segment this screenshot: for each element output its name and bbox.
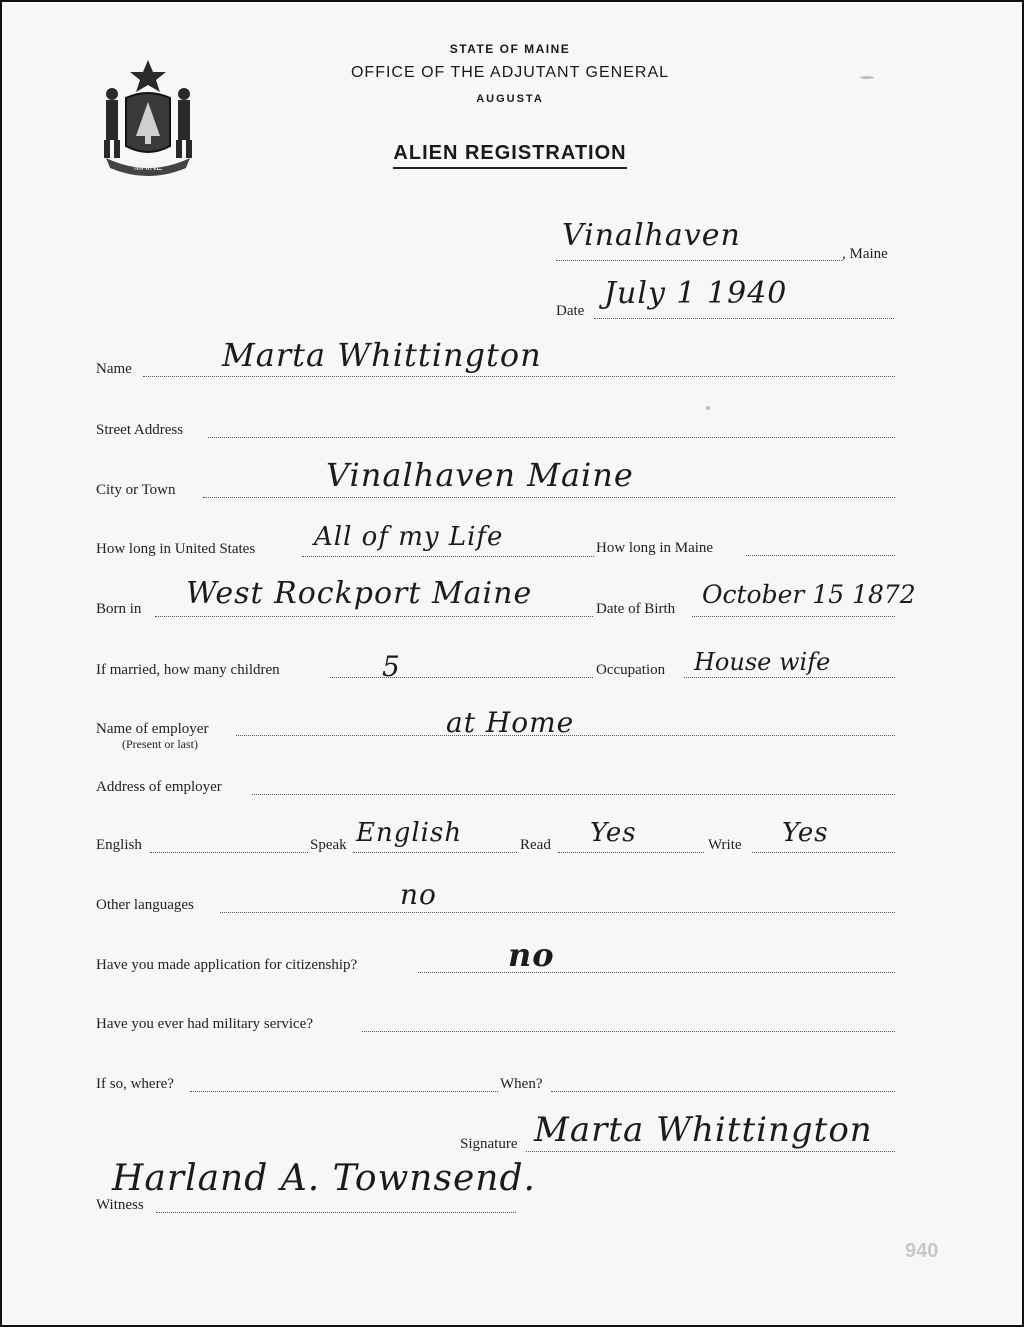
signature-label: Signature: [460, 1136, 518, 1152]
town-value: Vinalhaven: [562, 218, 741, 253]
street-label: Street Address: [96, 422, 184, 438]
born-in-value: West Rockport Maine: [186, 576, 533, 611]
other-languages-value: no: [400, 878, 437, 911]
where-label: If so, where?: [96, 1076, 174, 1092]
date-stamp: 940: [905, 1240, 939, 1262]
city-value: Vinalhaven Maine: [326, 456, 634, 494]
military-label: Have you ever had military service?: [96, 1016, 313, 1032]
how-long-us-label: How long in United States: [96, 541, 256, 557]
read-label: Read: [520, 837, 551, 853]
english-label: English: [96, 837, 142, 853]
city-heading: AUGUSTA: [476, 93, 544, 105]
employer-sublabel: (Present or last): [122, 737, 198, 751]
occupation-label: Occupation: [596, 662, 666, 678]
children-value: 5: [382, 650, 401, 683]
date-label: Date: [556, 303, 585, 319]
witness-value: Harland A. Townsend.: [112, 1158, 536, 1199]
when-label: When?: [500, 1076, 543, 1092]
write-value: Yes: [782, 818, 829, 848]
born-in-label: Born in: [96, 601, 142, 617]
speak-value: English: [356, 818, 463, 848]
witness-label: Witness: [96, 1197, 144, 1213]
how-long-maine-label: How long in Maine: [596, 540, 714, 556]
employer-address-label: Address of employer: [96, 779, 222, 795]
signature-value: Marta Whittington: [534, 1110, 873, 1150]
ink-mark: [860, 76, 874, 79]
dob-label: Date of Birth: [596, 601, 676, 617]
other-languages-label: Other languages: [96, 897, 194, 913]
speak-label: Speak: [310, 837, 347, 853]
date-value: July 1 1940: [604, 276, 788, 311]
occupation-value: House wife: [694, 648, 831, 676]
state-suffix-label: , Maine: [842, 246, 888, 262]
read-value: Yes: [590, 818, 637, 848]
children-label: If married, how many children: [96, 662, 280, 678]
state-seal-icon: [96, 58, 200, 178]
city-label: City or Town: [96, 482, 176, 498]
employer-label: Name of employer: [96, 721, 209, 737]
name-label: Name: [96, 361, 132, 377]
how-long-us-value: All of my Life: [314, 522, 504, 552]
ink-spot: [706, 406, 710, 410]
name-value: Marta Whittington: [222, 336, 542, 374]
citizenship-value: no: [508, 936, 555, 974]
form-title: ALIEN REGISTRATION: [300, 142, 720, 165]
svg-text:MAINE: MAINE: [133, 162, 163, 172]
citizenship-label: Have you made application for citizenship?: [96, 957, 358, 973]
write-label: Write: [708, 837, 742, 853]
employer-value: at Home: [446, 706, 575, 739]
office-heading: OFFICE OF THE ADJUTANT GENERAL: [350, 64, 670, 81]
state-heading: STATE OF MAINE: [449, 42, 571, 56]
dob-value: October 15 1872: [702, 580, 916, 609]
